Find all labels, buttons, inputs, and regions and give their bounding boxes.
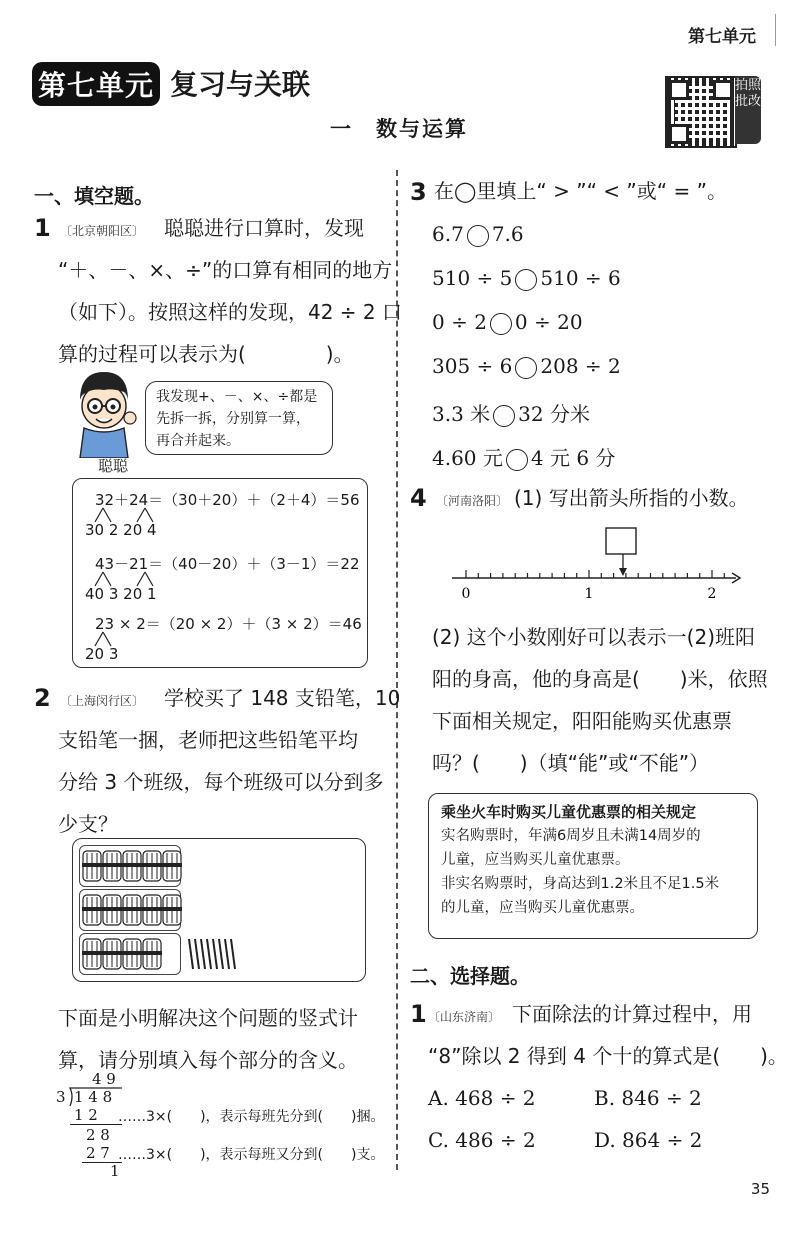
pencil-bundles-illustration xyxy=(72,838,366,982)
option-a[interactable]: A. 468 ÷ 2 xyxy=(428,1086,536,1110)
character-name: 聪聪 xyxy=(98,457,129,475)
q4-part2-line-4: 吗？( )（填“能”或“不能”） xyxy=(432,751,710,775)
rules-line: 实名购票时，年满6周岁且未满14周岁的 xyxy=(441,828,701,844)
tick-label: 0 xyxy=(461,586,471,602)
number-line xyxy=(448,524,748,604)
q3-prompt: 在◯里填上“ > ”“ < ”或“ = ”。 xyxy=(434,179,727,203)
speech-bubble: 我发现+、－、×、÷都是先拆一拆，分别算一算，再合并起来。 xyxy=(145,381,333,455)
example-equation: 43－21＝（40－20）＋（3－1）＝22 xyxy=(95,555,360,573)
option-b[interactable]: B. 846 ÷ 2 xyxy=(594,1086,702,1110)
q4-part1: (1) 写出箭头所指的小数。 xyxy=(514,486,749,510)
section-title: 一 数与运算 xyxy=(330,117,468,141)
q2-line-1: 学校买了 148 支铅笔，10 xyxy=(164,686,401,710)
divisor: 3 xyxy=(56,1088,66,1106)
unit-tag: 第七单元 xyxy=(688,27,756,47)
boy-character-illustration xyxy=(66,366,142,458)
compare-row: 510 ÷ 5 510 ÷ 6 xyxy=(432,266,621,290)
q4-source: 〔河南洛阳〕 xyxy=(436,494,509,508)
q2-line-3: 分给 3 个班级，每个班级可以分到多 xyxy=(58,770,384,794)
answer-circle[interactable] xyxy=(490,313,512,335)
compare-row: 3.3 米 32 分米 xyxy=(432,402,590,426)
qr-code-icon[interactable] xyxy=(665,76,737,148)
answer-circle[interactable] xyxy=(493,405,515,427)
examples-box xyxy=(72,478,368,668)
q4-part2-line-3: 下面相关规定，阳阳能购买优惠票 xyxy=(432,709,732,733)
example-split: 20 3 xyxy=(85,645,119,663)
q4-part2-line-1: (2) 这个小数刚好可以表示一(2)班阳 xyxy=(432,625,756,649)
step1-note: ……3×( )，表示每班先分到( )捆。 xyxy=(118,1109,385,1125)
q1-line-3: （如下）。按照这样的发现，42 ÷ 2 口 xyxy=(58,300,403,324)
rules-line: 的儿童，应当购买儿童优惠票。 xyxy=(441,900,644,916)
rules-line: 非实名购票时，身高达到1.2米且不足1.5米 xyxy=(441,876,720,892)
answer-circle[interactable] xyxy=(467,225,489,247)
q5-line-1: 下面除法的计算过程中，用 xyxy=(512,1002,752,1026)
remainder-1: 2 8 xyxy=(86,1126,110,1144)
rules-title: 乘坐火车时购买儿童优惠票的相关规定 xyxy=(441,803,697,821)
q5-line-2: “8”除以 2 得到 4 个十的算式是( )。 xyxy=(428,1044,788,1068)
q1-line-2: “＋、－、×、÷”的口算有相同的地方 xyxy=(58,258,393,282)
example-equation: 32＋24＝（30＋20）＋（2＋4）＝56 xyxy=(95,491,360,509)
q5-source: 〔山东济南〕 xyxy=(428,1010,501,1024)
step1-product: 1 2 xyxy=(74,1106,98,1124)
dividend: 1 4 8 xyxy=(74,1088,113,1106)
answer-box[interactable] xyxy=(606,528,636,554)
tick-label: 2 xyxy=(707,586,717,602)
step2-note: ……3×( )，表示每班又分到( )支。 xyxy=(118,1147,385,1163)
answer-circle[interactable] xyxy=(515,269,537,291)
step2-product: 2 7 xyxy=(86,1144,110,1162)
title-badge: 第七单元 xyxy=(32,62,160,106)
part1-heading: 一、填空题。 xyxy=(34,184,154,208)
q4-number: 4 xyxy=(410,484,427,512)
photo-grading-tab[interactable]: 拍照批改 xyxy=(735,76,761,144)
q2-explain-2: 算，请分别填入每个部分的含义。 xyxy=(58,1048,358,1072)
option-d[interactable]: D. 864 ÷ 2 xyxy=(594,1128,703,1152)
example-split: 40 3 20 1 xyxy=(85,585,157,603)
q2-number: 2 xyxy=(34,684,51,712)
answer-circle[interactable] xyxy=(515,357,537,379)
long-division xyxy=(56,1070,396,1180)
compare-row: 6.7 7.6 xyxy=(432,222,524,246)
q2-source: 〔上海闵行区〕 xyxy=(60,694,145,708)
compare-row: 4.60 元 4 元 6 分 xyxy=(432,446,616,470)
pencil-bundle-icon xyxy=(81,847,361,977)
rules-box xyxy=(428,793,758,939)
compare-row: 305 ÷ 6 208 ÷ 2 xyxy=(432,354,621,378)
page-number: 35 xyxy=(750,1180,770,1198)
q5-number: 1 xyxy=(410,1000,427,1028)
q2-explain-1: 下面是小明解决这个问题的竖式计 xyxy=(58,1006,358,1030)
q1-source: 〔北京朝阳区〕 xyxy=(60,224,145,238)
q1-number: 1 xyxy=(34,214,51,242)
q1-line-1: 聪聪进行口算时，发现 xyxy=(164,216,364,240)
quotient: 4 9 xyxy=(92,1070,116,1088)
q3-number: 3 xyxy=(410,178,427,206)
option-c[interactable]: C. 486 ÷ 2 xyxy=(428,1128,536,1152)
answer-circle[interactable] xyxy=(506,449,528,471)
q1-line-4: 算的过程可以表示为( )。 xyxy=(58,342,354,366)
q2-line-4: 少支？ xyxy=(58,812,118,836)
header-rule xyxy=(775,14,776,46)
q4-part2-line-2: 阳的身高，他的身高是( )米，依照 xyxy=(432,667,768,691)
rules-line: 儿童，应当购买儿童优惠票。 xyxy=(441,852,630,868)
page-title: 复习与关联 xyxy=(170,68,311,101)
final-remainder: 1 xyxy=(110,1162,120,1180)
compare-row: 0 ÷ 2 0 ÷ 20 xyxy=(432,310,583,334)
example-split: 30 2 20 4 xyxy=(85,521,157,539)
q2-line-2: 支铅笔一捆，老师把这些铅笔平均 xyxy=(58,728,358,752)
example-equation: 23 × 2＝（20 × 2）＋（3 × 2）＝46 xyxy=(95,615,362,633)
part2-heading: 二、选择题。 xyxy=(410,964,530,988)
tick-label: 1 xyxy=(584,586,594,602)
